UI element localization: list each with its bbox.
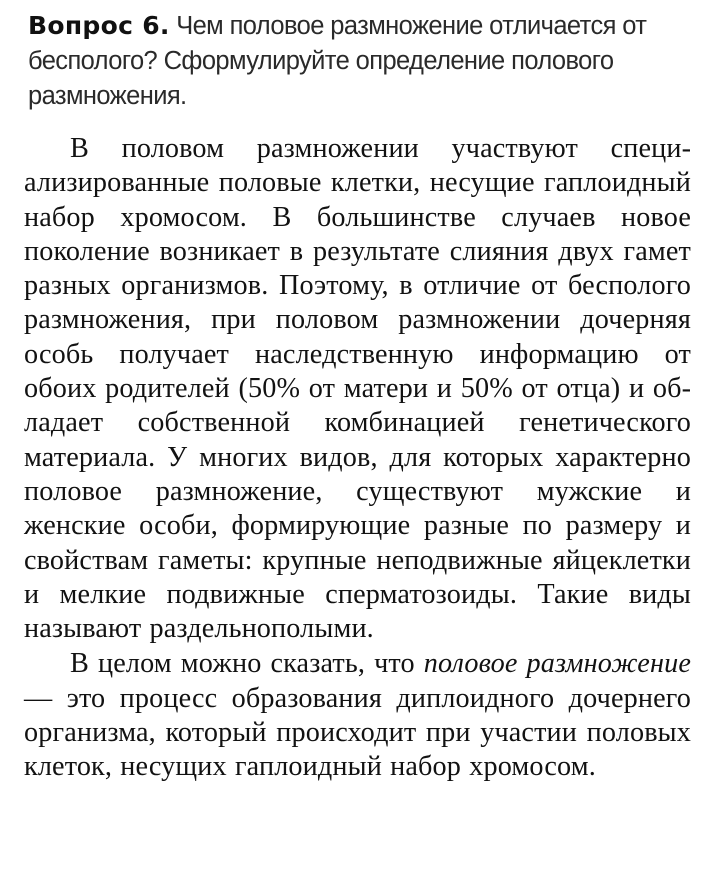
answer-block (24, 132, 691, 785)
paragraph-2-end: — это процесс образования диплоидного дочернего организма, который происходит при участии половых клеток, несущих гаплоидный набор хромосом. (24, 682, 691, 783)
defined-term: половое размножение (423, 648, 691, 680)
question-label: Вопрос 6. (28, 11, 170, 40)
answer-paragraph-2 (24, 647, 691, 784)
answer-paragraph-1: В половом размножении участвуют специализированные половые клетки, несущие гаплоидный набор хромосом. В большинстве случаев новое поколение возникает в результате слияния двух гамет разных организмов. Поэтому, в отличие от бесполого размножения, при половом размножении дочерняя особь получает наследственную информацию от обоих родителей (50% от матери и 50% от отца) и обладает собственной комбинацией генетического материала. У многих видов, для которых характерно половое размножение, существуют мужские и женские особи, формирующие разные по размеру и свойствам гаметы: крупные неподвижные яйцеклетки и мелкие подвижные сперматозоиды. Такие виды называют раздельнополыми. (24, 133, 691, 645)
question-block (28, 8, 688, 114)
paragraph-2-start: В целом можно сказать, что (70, 648, 424, 680)
question-text: Чем половое размножение отличается от бесполого? Сформулируйте определение полового размножения. (28, 12, 647, 110)
